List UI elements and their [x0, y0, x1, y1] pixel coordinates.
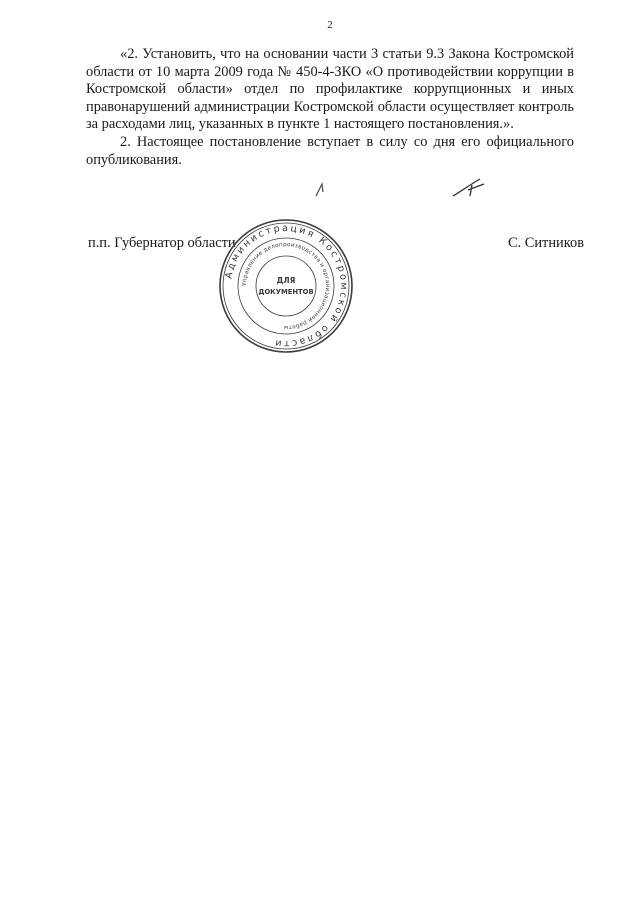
handwritten-signature-mark: [450, 176, 490, 200]
signatory-name: С. Ситников: [507, 235, 584, 251]
seal-center-line1: ДЛЯ: [276, 276, 296, 285]
paragraph-amendment: «2. Установить, что на основании части 3 статьи 9.3 Закона Костромской области от 10 марта 2009 года № 450-4-ЗКО «О противодействии коррупции в Костромской области» отдел по профилактике коррупционных и иных правонарушений администрации Костромской области осуществляет контроль за расходами лиц, указанных в пункте 1 настоящего постановления.».: [86, 46, 574, 133]
handwritten-mark-small: [312, 180, 332, 200]
document-body: [86, 46, 574, 169]
page-number: 2: [327, 19, 333, 31]
seal-ring-text: Администрация Костромской области: [223, 222, 350, 350]
official-seal: [216, 216, 356, 356]
paragraph-effective-date: 2. Настоящее постановление вступает в силу со дня его официального опубликования.: [86, 133, 574, 168]
signatory-position: п.п. Губернатор области: [88, 235, 236, 251]
seal-center-line2: ДОКУМЕНТОВ: [258, 288, 314, 296]
seal-inner-text: Управление делопроизводства и организационной работы: [241, 241, 331, 331]
